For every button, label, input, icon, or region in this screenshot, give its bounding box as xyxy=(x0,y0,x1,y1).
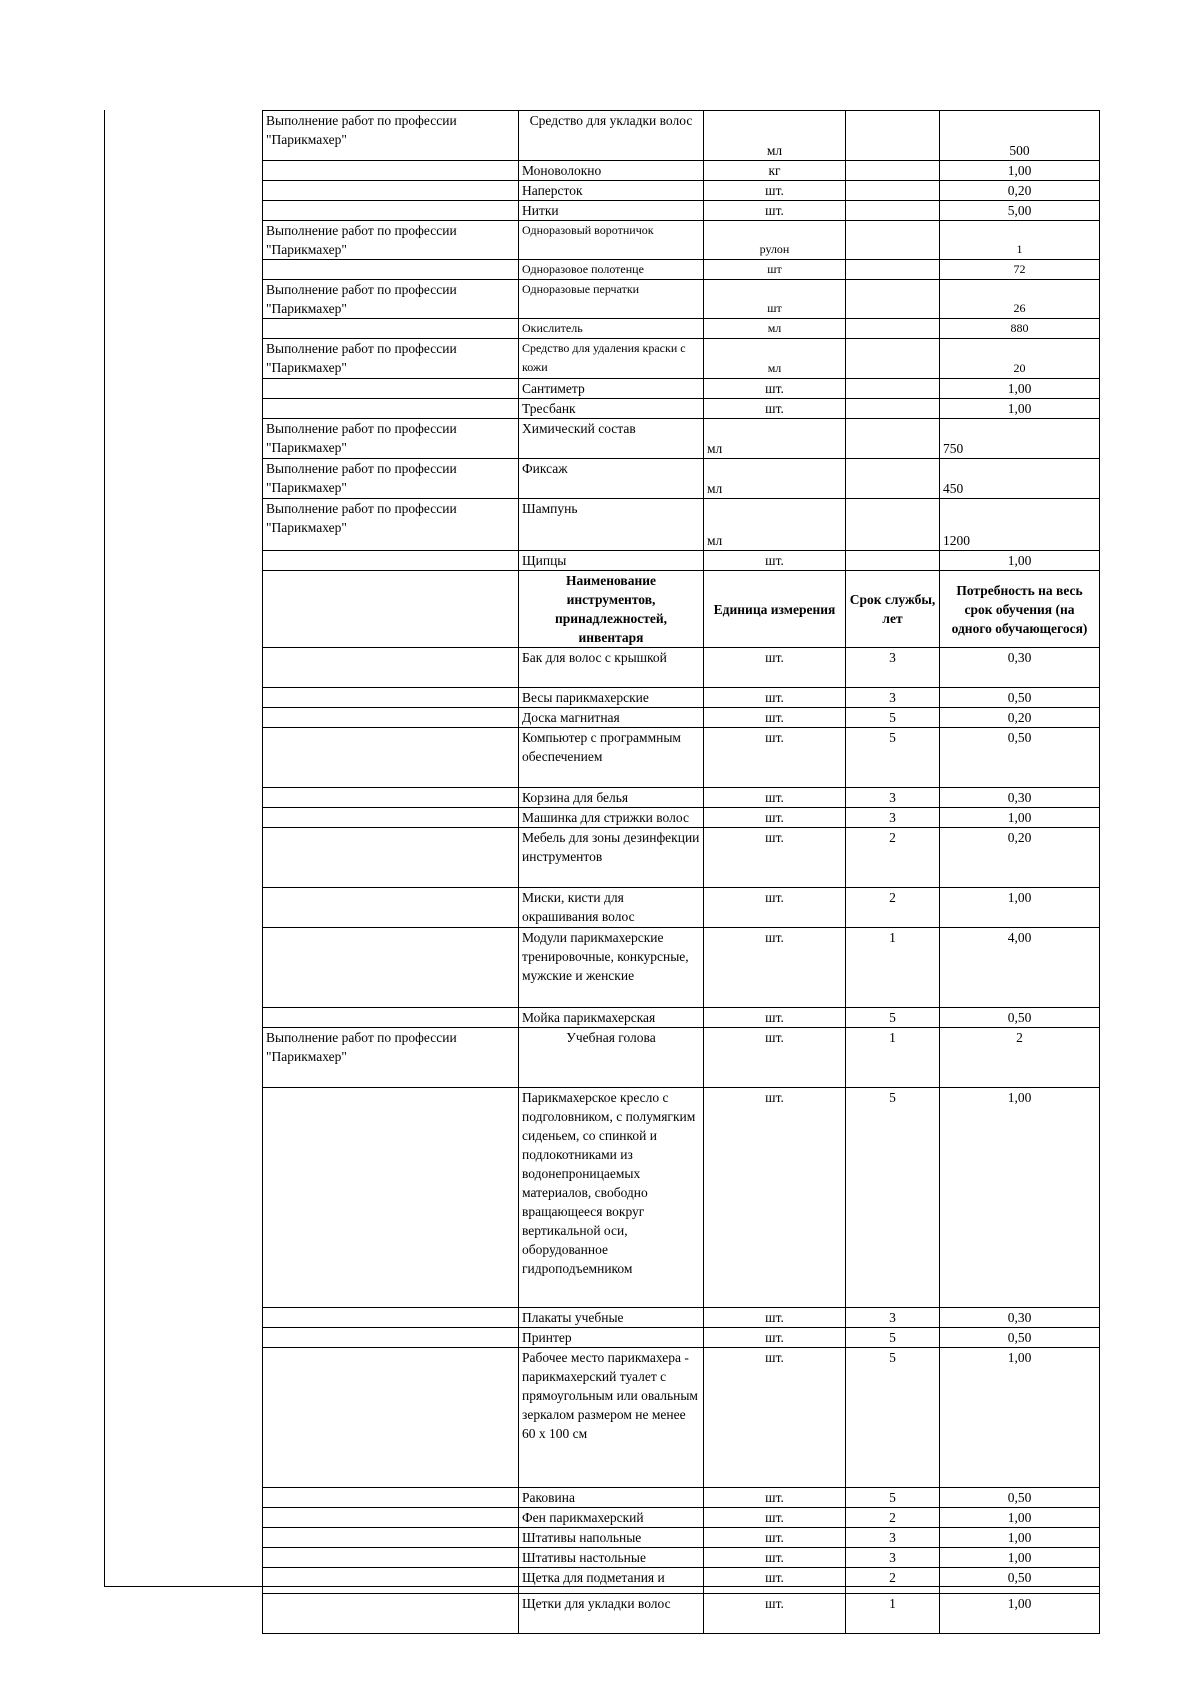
unit-cell: шт. xyxy=(704,1568,846,1594)
table-row xyxy=(263,1508,1100,1528)
table-row xyxy=(263,1528,1100,1548)
item-name-cell: Щипцы xyxy=(519,551,704,571)
service-life-cell xyxy=(846,339,940,379)
need-cell: 1,00 xyxy=(940,399,1100,419)
work-type-cell xyxy=(263,1508,519,1528)
need-cell: 0,30 xyxy=(940,788,1100,808)
work-type-cell: Выполнение работ по профессии "Парикмахер" xyxy=(263,339,519,379)
need-cell: 1,00 xyxy=(940,1088,1100,1308)
service-life-cell: 5 xyxy=(846,1328,940,1348)
need-cell: 1,00 xyxy=(940,1548,1100,1568)
outer-left-border xyxy=(104,110,105,1587)
header-blank-cell xyxy=(263,571,519,648)
item-name-cell: Плакаты учебные xyxy=(519,1308,704,1328)
need-cell: 0,50 xyxy=(940,1008,1100,1028)
item-name-cell: Химический состав xyxy=(519,419,704,459)
unit-cell: шт. xyxy=(704,1008,846,1028)
work-type-cell xyxy=(263,1348,519,1488)
header-unit-cell: Единица измерения xyxy=(704,571,846,648)
unit-cell: шт. xyxy=(704,648,846,688)
service-life-cell: 3 xyxy=(846,808,940,828)
service-life-cell: 1 xyxy=(846,928,940,1008)
service-life-cell xyxy=(846,319,940,339)
unit-cell: кг xyxy=(704,161,846,181)
item-name-cell: Миски, кисти для окрашивания волос xyxy=(519,888,704,928)
table-row xyxy=(263,399,1100,419)
service-life-cell xyxy=(846,459,940,499)
table-row xyxy=(263,828,1100,888)
item-name-cell: Фен парикмахерский xyxy=(519,1508,704,1528)
work-type-cell xyxy=(263,1528,519,1548)
equipment-table xyxy=(262,110,1100,1634)
need-cell: 1,00 xyxy=(940,1594,1100,1634)
unit-cell: шт. xyxy=(704,551,846,571)
service-life-cell xyxy=(846,181,940,201)
item-name-cell: Корзина для белья xyxy=(519,788,704,808)
table-row xyxy=(263,419,1100,459)
work-type-cell: Выполнение работ по профессии "Парикмахер" xyxy=(263,111,519,161)
item-name-cell: Щетки для укладки волос xyxy=(519,1594,704,1634)
need-cell: 20 xyxy=(940,339,1100,379)
need-cell: 0,50 xyxy=(940,1568,1100,1594)
work-type-cell xyxy=(263,181,519,201)
unit-cell: шт. xyxy=(704,788,846,808)
item-name-cell: Моноволокно xyxy=(519,161,704,181)
work-type-cell xyxy=(263,888,519,928)
unit-cell: шт. xyxy=(704,181,846,201)
work-type-cell xyxy=(263,928,519,1008)
need-cell: 0,50 xyxy=(940,1488,1100,1508)
unit-cell: шт. xyxy=(704,1528,846,1548)
service-life-cell: 2 xyxy=(846,888,940,928)
table-row xyxy=(263,459,1100,499)
need-cell: 0,20 xyxy=(940,828,1100,888)
table-row xyxy=(263,688,1100,708)
need-cell: 1200 xyxy=(940,499,1100,551)
need-cell: 1,00 xyxy=(940,379,1100,399)
need-cell: 1,00 xyxy=(940,1348,1100,1488)
work-type-cell xyxy=(263,1548,519,1568)
service-life-cell: 3 xyxy=(846,788,940,808)
unit-cell: шт. xyxy=(704,379,846,399)
service-life-cell: 2 xyxy=(846,828,940,888)
work-type-cell xyxy=(263,728,519,788)
need-cell: 450 xyxy=(940,459,1100,499)
item-name-cell: Средство для укладки волос xyxy=(519,111,704,161)
table-row xyxy=(263,708,1100,728)
item-name-cell: Раковина xyxy=(519,1488,704,1508)
table-row xyxy=(263,1488,1100,1508)
need-cell: 0,30 xyxy=(940,648,1100,688)
work-type-cell xyxy=(263,688,519,708)
header-need-cell: Потребность на весь срок обучения (на одного обучающегося) xyxy=(940,571,1100,648)
table-row xyxy=(263,201,1100,221)
work-type-cell xyxy=(263,399,519,419)
item-name-cell: Бак для волос с крышкой xyxy=(519,648,704,688)
item-name-cell: Шампунь xyxy=(519,499,704,551)
work-type-cell: Выполнение работ по профессии "Парикмахер" xyxy=(263,499,519,551)
need-cell: 880 xyxy=(940,319,1100,339)
header-name-cell: Наименование инструментов, принадлежностей, инвентаря xyxy=(519,571,704,648)
work-type-cell xyxy=(263,1488,519,1508)
work-type-cell xyxy=(263,551,519,571)
item-name-cell: Мебель для зоны дезинфекции инструментов xyxy=(519,828,704,888)
unit-cell: шт xyxy=(704,280,846,319)
work-type-cell xyxy=(263,1308,519,1328)
work-type-cell xyxy=(263,788,519,808)
service-life-cell: 3 xyxy=(846,1528,940,1548)
service-life-cell xyxy=(846,499,940,551)
unit-cell: шт. xyxy=(704,1308,846,1328)
unit-cell: шт. xyxy=(704,1328,846,1348)
need-cell: 4,00 xyxy=(940,928,1100,1008)
work-type-cell xyxy=(263,648,519,688)
item-name-cell: Доска магнитная xyxy=(519,708,704,728)
item-name-cell: Наперсток xyxy=(519,181,704,201)
service-life-cell xyxy=(846,379,940,399)
work-type-cell xyxy=(263,319,519,339)
table-row xyxy=(263,1008,1100,1028)
item-name-cell: Штативы настольные xyxy=(519,1548,704,1568)
work-type-cell xyxy=(263,161,519,181)
unit-cell: шт. xyxy=(704,1594,846,1634)
need-cell: 0,20 xyxy=(940,708,1100,728)
item-name-cell: Окислитель xyxy=(519,319,704,339)
work-type-cell xyxy=(263,1594,519,1634)
unit-cell: шт. xyxy=(704,201,846,221)
need-cell: 1,00 xyxy=(940,551,1100,571)
service-life-cell xyxy=(846,111,940,161)
need-cell: 1,00 xyxy=(940,1508,1100,1528)
unit-cell: рулон xyxy=(704,221,846,260)
item-name-cell: Фиксаж xyxy=(519,459,704,499)
need-cell: 1,00 xyxy=(940,808,1100,828)
service-life-cell: 5 xyxy=(846,728,940,788)
table-row xyxy=(263,1328,1100,1348)
header-life-cell: Срок службы, лет xyxy=(846,571,940,648)
table-row xyxy=(263,788,1100,808)
service-life-cell: 2 xyxy=(846,1568,940,1594)
table-row xyxy=(263,1028,1100,1088)
service-life-cell: 3 xyxy=(846,1548,940,1568)
item-name-cell: Учебная голова xyxy=(519,1028,704,1088)
table-row xyxy=(263,928,1100,1008)
service-life-cell: 5 xyxy=(846,1488,940,1508)
table-row xyxy=(263,551,1100,571)
item-name-cell: Рабочее место парикмахера - парикмахерский туалет с прямоугольным или овальным зеркалом размером не менее 60 х 100 см xyxy=(519,1348,704,1488)
unit-cell: шт xyxy=(704,260,846,280)
unit-cell: шт. xyxy=(704,1548,846,1568)
item-name-cell: Одноразовый воротничок xyxy=(519,221,704,260)
service-life-cell: 5 xyxy=(846,1348,940,1488)
service-life-cell: 5 xyxy=(846,1088,940,1308)
unit-cell: шт. xyxy=(704,928,846,1008)
need-cell: 5,00 xyxy=(940,201,1100,221)
item-name-cell: Машинка для стрижки волос xyxy=(519,808,704,828)
tools-header-row xyxy=(263,571,1100,648)
item-name-cell: Модули парикмахерские тренировочные, конкурсные, мужские и женские xyxy=(519,928,704,1008)
unit-cell: шт. xyxy=(704,888,846,928)
need-cell: 72 xyxy=(940,260,1100,280)
work-type-cell: Выполнение работ по профессии "Парикмахер" xyxy=(263,419,519,459)
unit-cell: шт. xyxy=(704,808,846,828)
work-type-cell: Выполнение работ по профессии "Парикмахер" xyxy=(263,280,519,319)
table-row xyxy=(263,1348,1100,1488)
item-name-cell: Мойка парикмахерская xyxy=(519,1008,704,1028)
work-type-cell xyxy=(263,828,519,888)
work-type-cell xyxy=(263,201,519,221)
item-name-cell: Парикмахерское кресло с подголовником, с полумягким сиденьем, со спинкой и подлокотниками из водонепроницаемых материалов, свободно вращающееся вокруг вертикальной оси, оборудованное гидроподъемником xyxy=(519,1088,704,1308)
unit-cell: мл xyxy=(704,111,846,161)
unit-cell: шт. xyxy=(704,728,846,788)
table-row xyxy=(263,1548,1100,1568)
need-cell: 1,00 xyxy=(940,888,1100,928)
work-type-cell xyxy=(263,379,519,399)
item-name-cell: Одноразовое полотенце xyxy=(519,260,704,280)
service-life-cell xyxy=(846,551,940,571)
service-life-cell: 1 xyxy=(846,1594,940,1634)
service-life-cell: 2 xyxy=(846,1508,940,1528)
service-life-cell: 3 xyxy=(846,688,940,708)
unit-cell: мл xyxy=(704,419,846,459)
service-life-cell: 1 xyxy=(846,1028,940,1088)
table-row xyxy=(263,260,1100,280)
unit-cell: шт. xyxy=(704,1488,846,1508)
service-life-cell xyxy=(846,399,940,419)
service-life-cell: 3 xyxy=(846,648,940,688)
need-cell: 0,20 xyxy=(940,181,1100,201)
item-name-cell: Штативы напольные xyxy=(519,1528,704,1548)
need-cell: 1,00 xyxy=(940,1528,1100,1548)
table-row xyxy=(263,1308,1100,1328)
unit-cell: шт. xyxy=(704,1348,846,1488)
need-cell: 0,50 xyxy=(940,688,1100,708)
unit-cell: шт. xyxy=(704,1508,846,1528)
need-cell: 2 xyxy=(940,1028,1100,1088)
work-type-cell xyxy=(263,1328,519,1348)
service-life-cell xyxy=(846,161,940,181)
table-row xyxy=(263,1594,1100,1634)
table-row xyxy=(263,499,1100,551)
item-name-cell: Компьютер с программным обеспечением xyxy=(519,728,704,788)
unit-cell: шт. xyxy=(704,688,846,708)
unit-cell: шт. xyxy=(704,708,846,728)
table-row xyxy=(263,808,1100,828)
service-life-cell xyxy=(846,221,940,260)
work-type-cell: Выполнение работ по профессии "Парикмахер" xyxy=(263,221,519,260)
item-name-cell: Сантиметр xyxy=(519,379,704,399)
need-cell: 0,50 xyxy=(940,1328,1100,1348)
work-type-cell: Выполнение работ по профессии "Парикмахер" xyxy=(263,1028,519,1088)
unit-cell: мл xyxy=(704,499,846,551)
table-row xyxy=(263,1568,1100,1594)
unit-cell: мл xyxy=(704,339,846,379)
table-row xyxy=(263,319,1100,339)
item-name-cell: Весы парикмахерские xyxy=(519,688,704,708)
need-cell: 0,30 xyxy=(940,1308,1100,1328)
unit-cell: мл xyxy=(704,319,846,339)
item-name-cell: Нитки xyxy=(519,201,704,221)
need-cell: 750 xyxy=(940,419,1100,459)
need-cell: 0,50 xyxy=(940,728,1100,788)
service-life-cell: 5 xyxy=(846,708,940,728)
need-cell: 500 xyxy=(940,111,1100,161)
table-row xyxy=(263,280,1100,319)
item-name-cell: Тресбанк xyxy=(519,399,704,419)
table-row xyxy=(263,181,1100,201)
unit-cell: шт. xyxy=(704,1088,846,1308)
unit-cell: мл xyxy=(704,459,846,499)
service-life-cell: 3 xyxy=(846,1308,940,1328)
work-type-cell xyxy=(263,808,519,828)
need-cell: 26 xyxy=(940,280,1100,319)
service-life-cell xyxy=(846,260,940,280)
table-row xyxy=(263,111,1100,161)
unit-cell: шт. xyxy=(704,399,846,419)
work-type-cell xyxy=(263,708,519,728)
work-type-cell: Выполнение работ по профессии "Парикмахер" xyxy=(263,459,519,499)
work-type-cell xyxy=(263,1088,519,1308)
table-row xyxy=(263,728,1100,788)
work-type-cell xyxy=(263,1008,519,1028)
table-row xyxy=(263,888,1100,928)
unit-cell: шт. xyxy=(704,828,846,888)
service-life-cell xyxy=(846,419,940,459)
table-row xyxy=(263,1088,1100,1308)
item-name-cell: Одноразовые перчатки xyxy=(519,280,704,319)
table-row xyxy=(263,379,1100,399)
need-cell: 1,00 xyxy=(940,161,1100,181)
table-row xyxy=(263,221,1100,260)
item-name-cell: Принтер xyxy=(519,1328,704,1348)
table-row xyxy=(263,648,1100,688)
work-type-cell xyxy=(263,1568,519,1594)
unit-cell: шт. xyxy=(704,1028,846,1088)
service-life-cell xyxy=(846,280,940,319)
table-row xyxy=(263,339,1100,379)
table-row xyxy=(263,161,1100,181)
service-life-cell: 5 xyxy=(846,1008,940,1028)
work-type-cell xyxy=(263,260,519,280)
service-life-cell xyxy=(846,201,940,221)
need-cell: 1 xyxy=(940,221,1100,260)
item-name-cell: Средство для удаления краски с кожи xyxy=(519,339,704,379)
item-name-cell: Щетка для подметания и xyxy=(519,1568,704,1594)
